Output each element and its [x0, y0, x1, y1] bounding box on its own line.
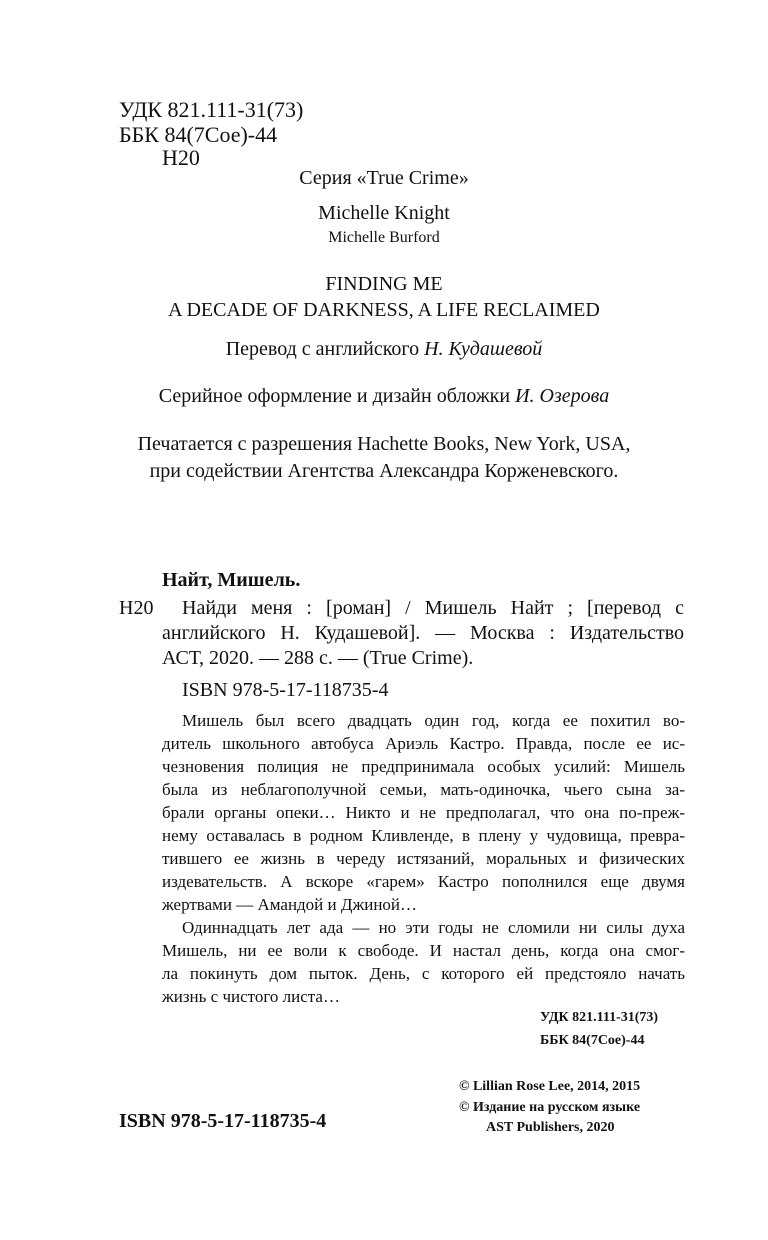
copyright-line-3: AST Publishers, 2020 [486, 1120, 615, 1135]
annotation-line: брали органы опеки… Никто и не предполагал, что она по-преж- [162, 803, 685, 822]
author-mark: Н20 [162, 145, 200, 170]
design-credit [0, 385, 768, 408]
bottom-udk-code: УДК 821.111-31(73) [540, 1010, 659, 1025]
original-title-line-2: A DECADE OF DARKNESS, A LIFE RECLAIMED [168, 299, 600, 321]
udk-code: УДК 821.111-31(73) [119, 97, 304, 122]
bottom-isbn: ISBN 978-5-17-118735-4 [119, 1110, 327, 1132]
annotation-line: дитель школьного автобуса Ариэль Кастро. Правда, после ее ис- [162, 734, 685, 753]
bib-isbn: ISBN 978-5-17-118735-4 [182, 679, 389, 701]
translation-prefix: Перевод с английского [225, 338, 425, 360]
original-title-line-1: FINDING ME [325, 273, 443, 295]
permission-line-2: при содействии Агентства Александра Корженевского. [149, 460, 619, 482]
bib-mark: Н20 [119, 597, 154, 619]
annotation-line: ла покинуть дом пыток. День, с которого ей предстояло начать [162, 964, 685, 983]
annotation-line: Мишель, ни ее воли к свободе. И настал день, когда она смог- [162, 941, 685, 960]
bbk-code: ББК 84(7Сое)-44 [119, 122, 278, 147]
original-author-2: Michelle Burford [328, 229, 440, 246]
designer-name: И. Озерова [515, 385, 610, 407]
annotation-line: тившего ее жизнь в череду истязаний, моральных и физических [162, 849, 685, 868]
bib-line-2: английского Н. Кудашевой]. — Москва : Издательство [162, 622, 684, 644]
design-prefix: Серийное оформление и дизайн обложки [158, 385, 516, 407]
bottom-bbk-code: ББК 84(7Сое)-44 [540, 1033, 645, 1048]
copyright-line-2: © Издание на русском языке [459, 1100, 641, 1115]
annotation-line: Одиннадцать лет ада — но эти годы не сломили ни силы духа [182, 918, 685, 937]
bib-author: Найт, Мишель. [162, 569, 301, 591]
annotation-line: жертвами — Амандой и Джиной… [162, 895, 418, 914]
annotation-line: чезновения полиция не предпринимала особых усилий: Мишель [162, 757, 685, 776]
annotation-line: была из неблагополучной семьи, мать-одиночка, чьего сына за- [162, 780, 685, 799]
annotation-line: жизнь с чистого листа… [162, 987, 340, 1006]
permission-line-1: Печатается с разрешения Hachette Books, New York, USA, [137, 433, 631, 455]
bib-line-1: Найди меня : [роман] / Мишель Найт ; [перевод с [182, 597, 684, 619]
original-author-1: Michelle Knight [318, 202, 450, 224]
bib-line-3: АСТ, 2020. — 288 с. — (True Crime). [162, 647, 474, 669]
copyright-line-1: © Lillian Rose Lee, 2014, 2015 [459, 1079, 641, 1094]
series-title: Серия «True Crime» [299, 167, 469, 189]
translator-name: Н. Кудашевой [424, 338, 543, 360]
annotation-line: нему оставалась в родном Кливленде, в плену у чудовища, превра- [162, 826, 685, 845]
annotation-line: Мишель был всего двадцать один год, когда ее похитил во- [182, 711, 685, 730]
annotation-line: издевательств. А вскоре «гарем» Кастро пополнился еще двумя [162, 872, 685, 891]
translation-credit [0, 338, 768, 361]
